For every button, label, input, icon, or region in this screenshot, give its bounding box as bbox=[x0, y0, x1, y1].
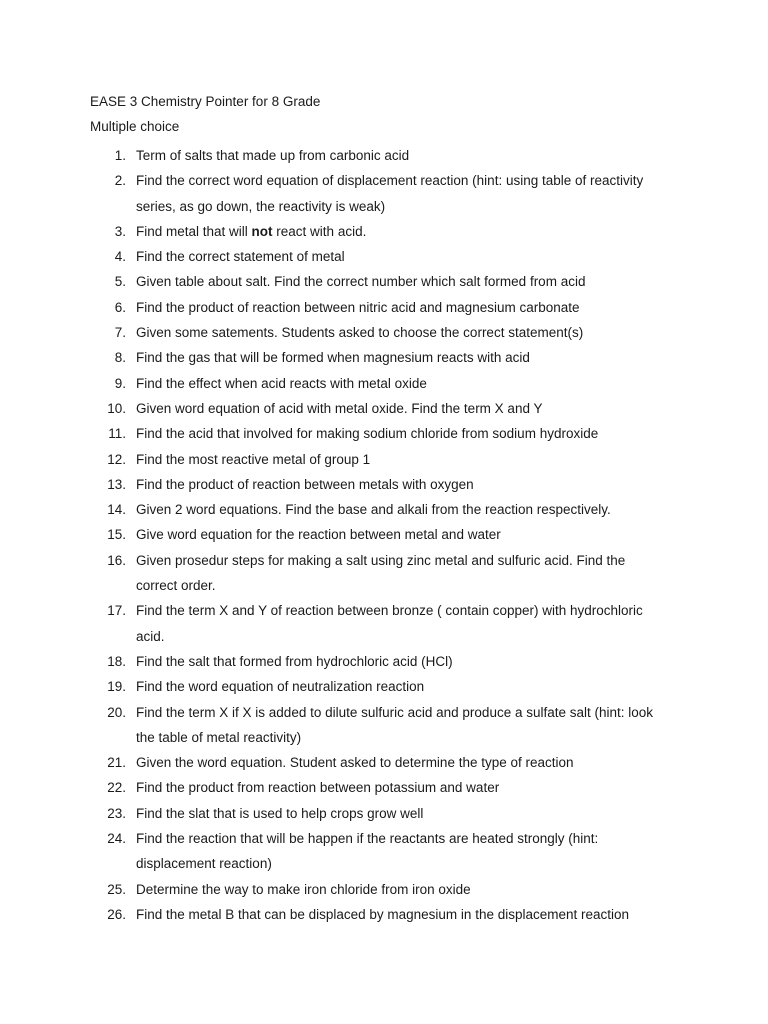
question-number: 14. bbox=[107, 502, 126, 518]
question-text: Given 2 word equations. Find the base and alkali from the reaction respectively. bbox=[136, 502, 611, 518]
question-text: Given prosedur steps for making a salt using zinc metal and sulfuric acid. Find the bbox=[136, 552, 626, 568]
question-item bbox=[0, 371, 676, 396]
question-list bbox=[0, 143, 768, 927]
question-number: 7. bbox=[114, 325, 126, 341]
question-text: Find the term X and Y of reaction between bronze ( contain copper) with hydrochloric bbox=[136, 603, 643, 619]
question-item bbox=[0, 775, 676, 800]
question-text: Term of salts that made up from carbonic acid bbox=[136, 148, 410, 163]
question-text: Find the product of reaction between nitric acid and magnesium carbonate bbox=[136, 299, 580, 315]
question-text: Determine the way to make iron chloride from iron oxide bbox=[136, 881, 471, 897]
emphasized-word: not bbox=[251, 223, 273, 239]
question-text: Find the reaction that will be happen if the reactants are heated strongly (hint: bbox=[136, 831, 599, 847]
question-text: Given the word equation. Student asked to determine the type of reaction bbox=[136, 755, 574, 771]
question-text: Find the product of reaction between metals with oxygen bbox=[136, 476, 474, 492]
question-number: 1. bbox=[114, 148, 126, 163]
question-text: Given some satements. Students asked to choose the correct statement(s) bbox=[136, 325, 584, 341]
question-text: Find the correct word equation of displacement reaction (hint: using table of reactivity bbox=[136, 173, 644, 189]
section-heading: Multiple choice bbox=[90, 119, 180, 134]
question-item bbox=[0, 700, 676, 751]
question-text: Find the slat that is used to help crops grow well bbox=[136, 805, 424, 821]
question-text: Give word equation for the reaction between metal and water bbox=[136, 527, 501, 543]
question-text-end: react with acid. bbox=[272, 223, 367, 239]
question-item bbox=[0, 548, 676, 599]
question-text-continued: correct order. bbox=[136, 578, 216, 594]
question-text-continued: series, as go down, the reactivity is weak) bbox=[136, 198, 386, 214]
question-item bbox=[0, 750, 676, 775]
question-text: Find the most reactive metal of group 1 bbox=[136, 451, 371, 467]
question-number: 22. bbox=[107, 780, 126, 796]
question-number: 24. bbox=[107, 831, 126, 847]
question-number: 2. bbox=[114, 173, 126, 189]
question-text: Find the correct statement of metal bbox=[136, 249, 345, 265]
question-number: 5. bbox=[114, 274, 126, 290]
question-item bbox=[0, 877, 676, 902]
question-item bbox=[0, 826, 676, 877]
question-text-continued: the table of metal reactivity) bbox=[136, 729, 302, 745]
question-number: 6. bbox=[114, 299, 126, 315]
question-item bbox=[0, 396, 676, 421]
question-number: 11. bbox=[108, 426, 126, 442]
question-item bbox=[0, 674, 676, 699]
question-number: 20. bbox=[107, 704, 126, 720]
question-item bbox=[0, 244, 676, 269]
question-text: Find the acid that involved for making sodium chloride from sodium hydroxide bbox=[136, 426, 599, 442]
question-item bbox=[0, 143, 676, 168]
question-number: 3. bbox=[114, 223, 126, 239]
question-item bbox=[0, 320, 676, 345]
question-number: 18. bbox=[107, 653, 126, 669]
question-number: 9. bbox=[114, 375, 126, 391]
question-number: 17. bbox=[107, 603, 126, 619]
question-item bbox=[0, 447, 676, 472]
question-item bbox=[0, 902, 676, 927]
question-text: Find the word equation of neutralization reaction bbox=[136, 679, 425, 695]
question-item bbox=[0, 345, 676, 370]
question-text-continued: displacement reaction) bbox=[136, 856, 272, 872]
question-number: 15. bbox=[107, 527, 126, 543]
question-number: 4. bbox=[114, 249, 126, 265]
question-number: 26. bbox=[107, 906, 126, 922]
question-number: 12. bbox=[107, 451, 126, 467]
question-item bbox=[0, 295, 676, 320]
question-number: 13. bbox=[107, 476, 126, 492]
question-text-continued: acid. bbox=[136, 628, 165, 644]
question-text: Find the salt that formed from hydrochloric acid (HCl) bbox=[136, 653, 453, 669]
question-number: 21. bbox=[107, 755, 126, 771]
question-number: 16. bbox=[107, 552, 126, 568]
question-item bbox=[0, 649, 676, 674]
question-number: 25. bbox=[107, 881, 126, 897]
question-text: Find the term X if X is added to dilute sulfuric acid and produce a sulfate salt (hint: look bbox=[136, 704, 654, 720]
question-text: Find the gas that will be formed when magnesium reacts with acid bbox=[136, 350, 530, 366]
question-item bbox=[0, 598, 676, 649]
question-number: 19. bbox=[107, 679, 126, 695]
question-text: Find the product from reaction between potassium and water bbox=[136, 780, 500, 796]
question-item bbox=[0, 421, 676, 446]
question-number: 8. bbox=[114, 350, 126, 366]
question-item bbox=[0, 472, 676, 497]
question-text: Given table about salt. Find the correct number which salt formed from acid bbox=[136, 274, 586, 290]
question-item bbox=[0, 219, 676, 244]
question-item bbox=[0, 269, 676, 294]
question-item bbox=[0, 801, 676, 826]
question-text: Given word equation of acid with metal oxide. Find the term X and Y bbox=[136, 400, 543, 416]
document-title: EASE 3 Chemistry Pointer for 8 Grade bbox=[90, 94, 321, 109]
question-text: Find metal that will bbox=[136, 223, 252, 239]
question-number: 10. bbox=[107, 400, 126, 416]
question-item bbox=[0, 497, 676, 522]
question-text: Find the effect when acid reacts with metal oxide bbox=[136, 375, 427, 391]
question-text: Find the metal B that can be displaced by magnesium in the displacement reaction bbox=[136, 906, 630, 922]
question-number: 23. bbox=[107, 805, 126, 821]
question-item bbox=[0, 522, 676, 547]
question-item bbox=[0, 168, 676, 219]
